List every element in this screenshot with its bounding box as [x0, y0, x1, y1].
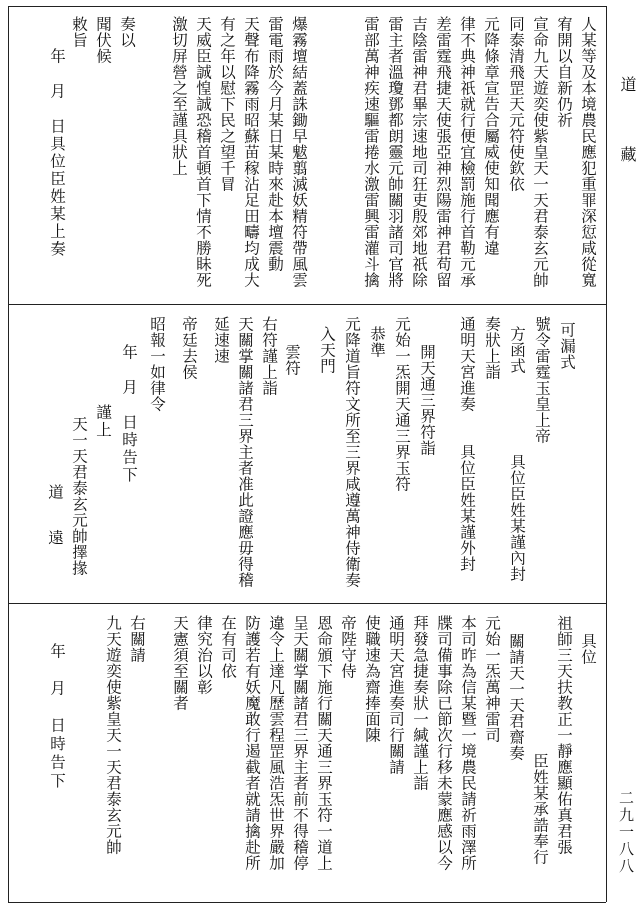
- text-column: 律究治以彰: [195, 615, 213, 695]
- text-column: 雲符: [283, 344, 301, 376]
- text-column: 牒司備事除已節次行移未蒙應感以今: [435, 615, 453, 871]
- text-column: 入天門: [318, 326, 336, 374]
- text-column: 本司昨為信某暨一境農民請祈雨澤所: [459, 615, 477, 871]
- text-column: 天憲須至關者: [171, 615, 189, 711]
- text-column: 使職速為齋捧面陳: [363, 615, 381, 743]
- text-column: 可漏式: [558, 322, 576, 370]
- text-column: 雷主者溫瓊鄧都朗靈元帥關羽諸司官將: [386, 16, 404, 288]
- text-column: 天聲布降霧雨昭蘇苗稼沾足田疇均成大: [242, 16, 260, 288]
- text-column: 律不典神祇就行便宜檢罰施行首勒元承: [458, 16, 476, 288]
- panel-top: [8, 6, 606, 304]
- text-column: 元始一炁萬神雷司: [483, 615, 501, 743]
- text-column: 謹上: [94, 404, 112, 439]
- text-column: 道遠: [46, 484, 64, 575]
- text-column: 延速速: [212, 316, 230, 364]
- text-column: 呈天關掌關諸君三界主者前不得稽停: [291, 615, 309, 871]
- date-line: 年 月 日具位臣姓某上奏: [48, 48, 66, 258]
- page-frame: [8, 6, 606, 902]
- text-column: 天關掌關諸君三界主者准此證應毋得稽: [236, 316, 254, 588]
- text-column: 防護若有妖魔敢行遏截者就請擒赴所: [243, 615, 261, 871]
- text-column: 通明天宮進奏: [458, 316, 476, 412]
- volume-mark: 道: [618, 76, 637, 96]
- text-column: 雷電雨於今月某日某時來赴本壇震動: [266, 16, 284, 272]
- text-column: 敕旨: [70, 16, 88, 48]
- text-column: 天一天君泰玄元帥擇掾: [70, 416, 88, 576]
- text-column: 奏狀上詣: [483, 316, 501, 380]
- page-number: 二九一八八: [617, 790, 635, 875]
- bottom-border: [8, 902, 606, 903]
- text-column: 激切屏營之至謹具狀上: [170, 16, 188, 176]
- text-column: 差雷霆飛捷天使張亞神烈陽雷神君苟留: [434, 16, 452, 288]
- text-column: 人某等及本境農民應犯重罪深愆咸從寬: [579, 16, 597, 288]
- text-column: 聞伏候: [94, 16, 112, 64]
- text-column: 吉陰雷神君畢宗速地司狂吏殷郊地祇除: [410, 16, 428, 288]
- text-column: 奏以: [118, 16, 136, 48]
- panel-bottom: [8, 603, 606, 902]
- text-column: 關請天一天君齋奏: [507, 633, 525, 761]
- text-column: 年 月 日時告下: [48, 643, 66, 791]
- text-column: 方函式: [508, 326, 526, 374]
- text-column: 爆霧壇結蓋誅鋤早魃翦滅妖精符帶風雲: [290, 16, 308, 288]
- text-column: 雷部萬神疾速驅雷捲水激雷興雷灌斗擒: [362, 16, 380, 288]
- text-column: 臣姓某承誥奉行: [531, 753, 549, 865]
- text-column: 帝廷去侯: [180, 316, 198, 380]
- text-column: 年 月 日時告下: [120, 344, 138, 484]
- text-column: 具位臣姓某謹外封: [458, 444, 476, 572]
- panel-middle: [8, 304, 606, 603]
- text-column: 拜發急捷奏狀一緘謹上詣: [411, 615, 429, 791]
- text-column: 天威臣誠惶誠恐稽首頓首下情不勝眛死: [194, 16, 212, 288]
- text-column: 有之年以慰下民之望千冒: [218, 16, 236, 192]
- text-column: 開天通三界符詣: [418, 344, 436, 456]
- text-column: 祖師三天扶教正一靜應顯佑真君張: [555, 615, 573, 855]
- text-column: 宥開以自新仍祈: [555, 16, 573, 128]
- text-column: 通明天宮進奏司行關請: [387, 615, 405, 775]
- text-column: 昭報一如律令: [148, 316, 166, 412]
- text-column: 九天遊奕使紫皇天一天君泰玄元帥: [104, 615, 122, 855]
- collection-mark: 藏: [618, 146, 637, 166]
- text-column: 右符謹上詣: [260, 316, 278, 396]
- right-border: [606, 6, 607, 902]
- text-column: 宣命九天遊奕使紫皇天一天君泰玄元帥: [531, 16, 549, 288]
- text-column: 在有司依: [219, 615, 237, 679]
- text-column: 恩命頒下施行關天通三界玉符一道上: [315, 615, 333, 871]
- text-column: 同泰清飛罡天元符使欽依: [507, 16, 525, 192]
- text-column: 右關請: [128, 615, 146, 663]
- text-column: 元降道旨符文所至三界咸遵萬神侍衛奏: [343, 316, 361, 588]
- text-column: 違令上達凡歷雲程罡風浩炁世界嚴加: [267, 615, 285, 871]
- text-column: 元始一炁開天通三界玉符: [393, 316, 411, 492]
- text-column: 元降條章宣告合屬威使知聞應有違: [482, 16, 500, 256]
- text-column: 恭準: [368, 326, 386, 358]
- text-column: 號令雷霆玉皇上帝: [533, 316, 551, 444]
- text-column: 具位: [579, 633, 597, 665]
- text-column: 具位臣姓某謹內封: [508, 454, 526, 582]
- text-column: 帝陛守侍: [339, 615, 357, 679]
